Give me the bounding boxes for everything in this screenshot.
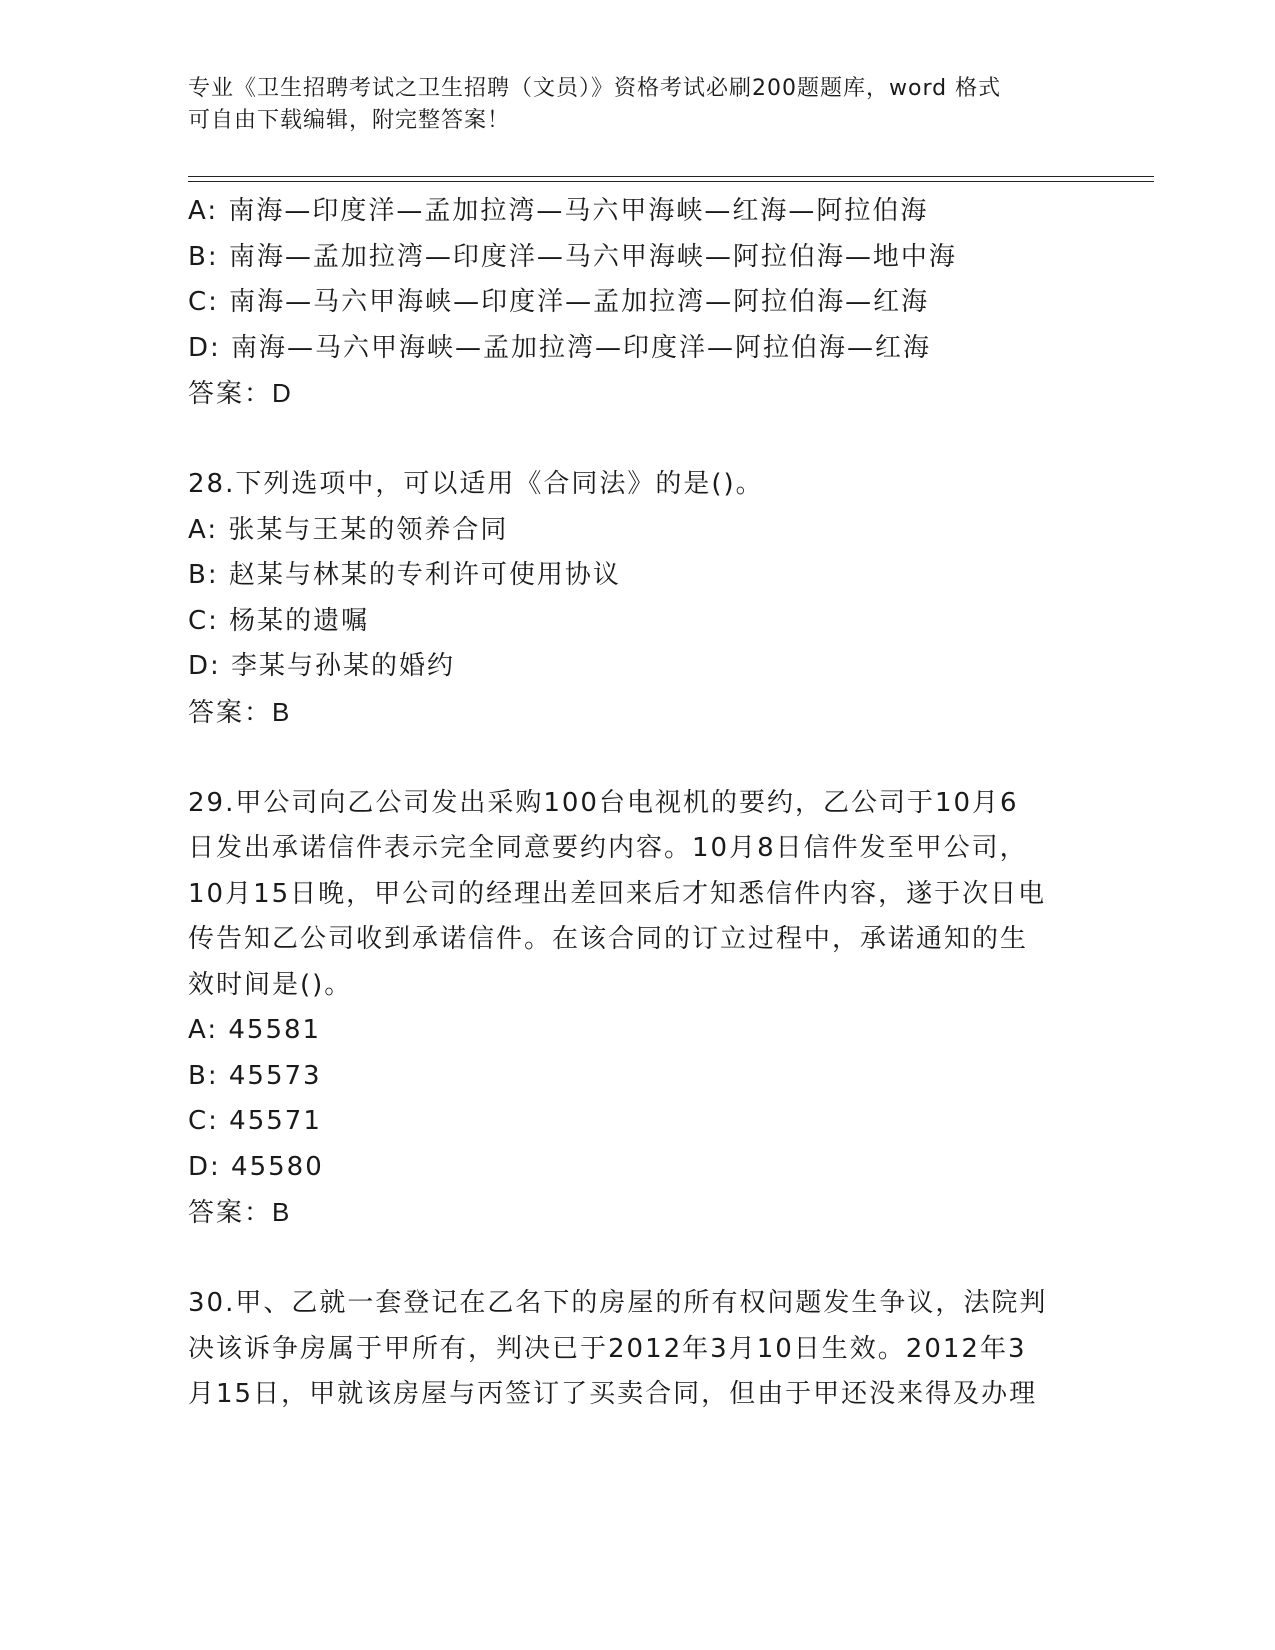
question-stem-line-4: 传告知乙公司收到承诺信件。在该合同的订立过程中，承诺通知的生	[188, 924, 1029, 954]
document-header	[188, 73, 1088, 137]
question-stem-line-3: 月15日，甲就该房屋与丙签订了买卖合同，但由于甲还没来得及办理	[188, 1379, 1038, 1409]
option-b: B: 赵某与林某的专利许可使用协议	[188, 560, 621, 590]
option-a: A: 45581	[188, 1015, 322, 1045]
question-stem-line-2: 决该诉争房属于甲所有，判决已于2012年3月10日生效。2012年3	[188, 1333, 1027, 1364]
option-a: A: 南海—印度洋—孟加拉湾—马六甲海峡—红海—阿拉伯海	[188, 196, 929, 226]
option-c: C: 45571	[188, 1106, 322, 1136]
question-30	[188, 1281, 1088, 1418]
header-line-1: 专业《卫生招聘考试之卫生招聘（文员）》资格考试必刷200题题库，word 格式	[188, 76, 1002, 101]
spacer	[188, 1236, 1088, 1282]
question-29	[188, 781, 1088, 1236]
header-line-2: 可自由下载编辑，附完整答案！	[188, 108, 511, 133]
question-stem-line-1: 29.甲公司向乙公司发出采购100台电视机的要约，乙公司于10月6	[188, 787, 1019, 818]
spacer	[188, 735, 1088, 781]
question-stem-line-1: 30.甲、乙就一套登记在乙名下的房屋的所有权问题发生争议，法院判	[188, 1288, 1048, 1318]
question-stem-line-5: 效时间是()。	[188, 969, 353, 1000]
question-27	[188, 189, 1088, 417]
option-b: B: 45573	[188, 1060, 322, 1091]
question-stem-line-2: 日发出承诺信件表示完全同意要约内容。10月8日信件发至甲公司，	[188, 833, 1028, 863]
question-stem-line-3: 10月15日晚，甲公司的经理出差回来后才知悉信件内容，遂于次日电	[188, 878, 1047, 909]
option-d: D: 李某与孙某的婚约	[188, 651, 456, 681]
option-c: C: 南海—马六甲海峡—印度洋—孟加拉湾—阿拉伯海—红海	[188, 287, 930, 317]
spacer	[188, 417, 1088, 463]
question-28	[188, 462, 1088, 735]
option-b: B: 南海—孟加拉湾—印度洋—马六甲海峡—阿拉伯海—地中海	[188, 241, 957, 272]
option-d: D: 南海—马六甲海峡—孟加拉湾—印度洋—阿拉伯海—红海	[188, 332, 932, 363]
option-d: D: 45580	[188, 1151, 324, 1182]
answer-line: 答案：D	[188, 378, 293, 408]
question-stem: 28.下列选项中，可以适用《合同法》的是()。	[188, 469, 764, 499]
option-c: C: 杨某的遗嘱	[188, 605, 370, 636]
answer-line: 答案：B	[188, 1197, 292, 1227]
option-a: A: 张某与王某的领养合同	[188, 514, 509, 545]
question-list	[188, 189, 1088, 1418]
answer-line: 答案：B	[188, 696, 292, 727]
header-rule-top	[188, 176, 1154, 177]
header-rule-bottom	[188, 181, 1154, 182]
